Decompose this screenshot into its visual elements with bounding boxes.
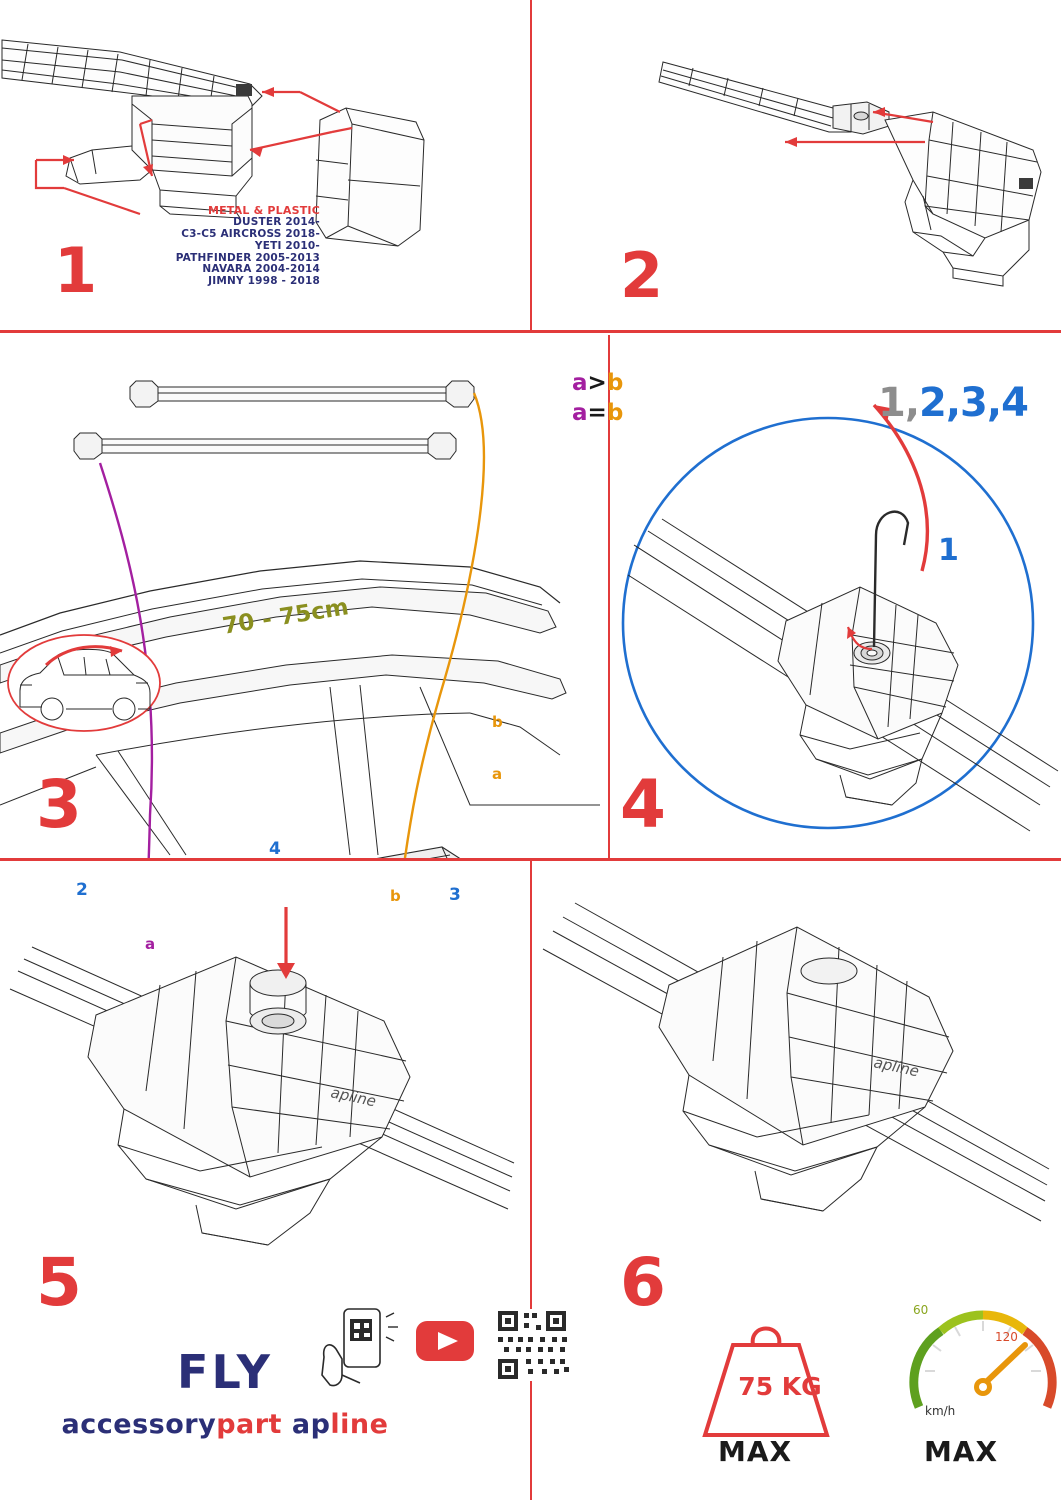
speed-unit-label: km/h [925,1404,956,1418]
weight-max-label: MAX [718,1435,793,1468]
bar-index-3: 3 [449,885,461,905]
bar-letter-b-top: b [492,713,503,731]
legend-a-2: a [572,400,588,426]
compatibility-item: YETI 2010- [254,239,320,252]
legend-b-2: b [606,400,624,426]
step-5-illustration [0,861,530,1281]
speed-high-label: 120 [995,1330,1018,1344]
bar-letter-b-roof: b [390,887,401,905]
svg-text:apline: apline [329,1083,378,1111]
weight-value: 75 KG [738,1372,822,1401]
bar-letter-a-bottom: a [492,765,503,783]
compatibility-heading: METAL & PLASTIC [207,204,320,217]
brand-line: line [330,1409,389,1440]
speed-low-label: 60 [913,1303,929,1317]
bar-letter-a-roof: a [145,935,156,953]
brand-accessory: accessory [61,1409,217,1440]
compatibility-item: DUSTER 2014- [233,216,320,229]
order-1: 1, [878,380,920,426]
legend-a-1: a [572,370,588,396]
step-number-2: 2 [620,239,664,312]
divider-vertical-top [530,0,532,330]
step-6-illustration [533,861,1061,1281]
step-3-illustration [0,335,608,858]
divider-vertical-bottom [530,858,532,1500]
brand-ap: ap [291,1409,331,1440]
brand-name: FLY [177,1345,273,1399]
distance-label: 70 - 75cm [220,594,351,640]
legend-b-1: b [606,370,624,396]
speed-max-label: MAX [924,1435,999,1468]
step-number-5: 5 [36,1244,82,1321]
legend-op-2: = [587,400,607,426]
step-number-6: 6 [620,1244,666,1321]
step-number-4: 4 [620,766,666,843]
svg-text:apline: apline [872,1053,921,1081]
compatibility-item: JIMNY 1998 - 2018 [208,275,320,288]
legend-op-1: > [587,370,607,396]
youtube-icon [416,1321,474,1361]
brand-tagline [60,1409,390,1440]
panel-step-6 [533,861,1061,1500]
bar-index-4: 4 [269,839,281,859]
compatibility-item: C3-C5 AIRCROSS 2018- [181,228,320,241]
speed-limit-icon [903,1301,1061,1441]
compatibility-item: NAVARA 2004-2014 [202,263,320,276]
step-2-illustration [533,0,1061,330]
callout-number-1: 1 [938,533,959,568]
order-234: 2,3,4 [919,380,1028,426]
brand-part: part [216,1409,282,1440]
bar-index-2: 2 [76,880,88,900]
step-number-1: 1 [54,234,98,307]
compatibility-list [120,205,320,288]
step-number-3: 3 [36,766,82,843]
brand-block [60,1345,390,1440]
compatibility-item: PATHFINDER 2005-2013 [175,251,320,264]
divider-horizontal-1 [0,330,1061,333]
tightening-order-label [878,380,1028,426]
panel-step-2 [533,0,1061,330]
panel-step-3 [0,335,608,953]
